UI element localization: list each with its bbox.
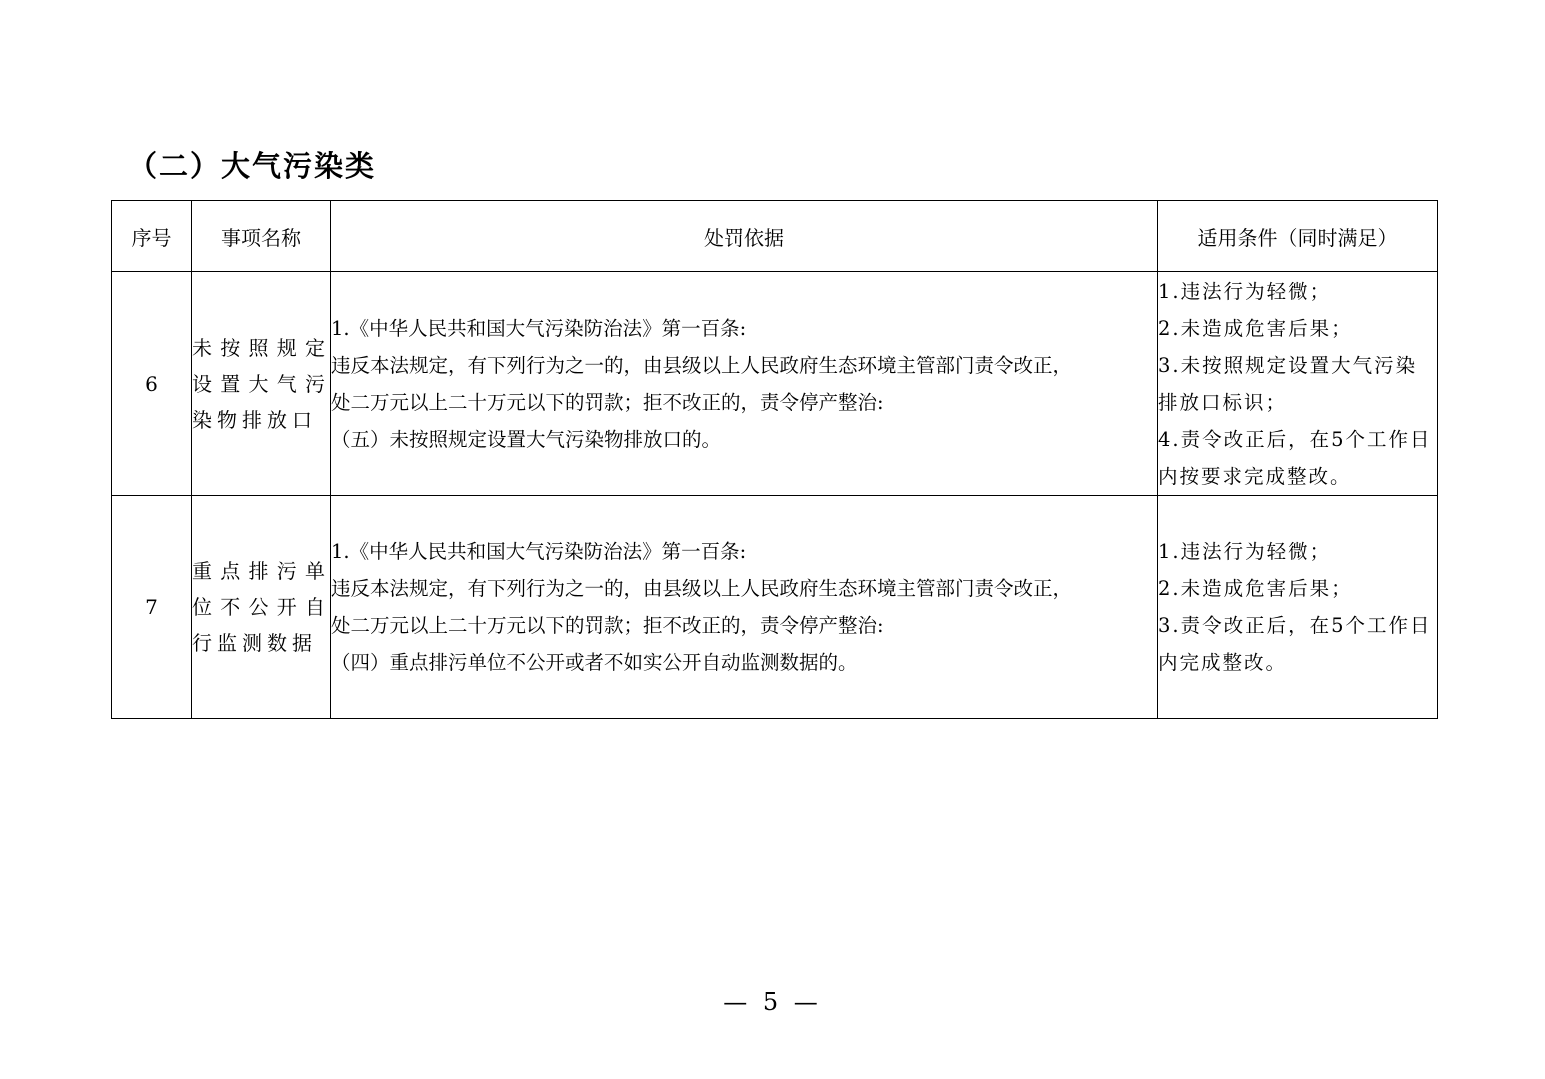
basis-line: 违反本法规定，有下列行为之一的，由县级以上人民政府生态环境主管部门责令改正， xyxy=(331,577,1073,600)
header-conditions: 适用条件（同时满足） xyxy=(1158,201,1438,272)
header-basis: 处罚依据 xyxy=(331,201,1158,272)
table-header-row xyxy=(112,201,1438,272)
table-row xyxy=(112,496,1438,719)
row-penalty-basis xyxy=(331,496,1158,719)
row-conditions xyxy=(1158,272,1438,496)
condition-line: 2.未造成危害后果； xyxy=(1158,577,1353,600)
condition-line: 3.责令改正后，在5个工作日内完成整改。 xyxy=(1158,614,1432,674)
condition-line: 3.未按照规定设置大气污染排放口标识； xyxy=(1158,353,1418,414)
row-item-name: 未按照规定设置大气污染物排放口 xyxy=(192,272,331,496)
basis-line: （四）重点排污单位不公开或者不如实公开自动监测数据的。 xyxy=(331,651,858,674)
section-title: （二）大气污染类 xyxy=(128,149,377,183)
basis-line: 1.《中华人民共和国大气污染防治法》第一百条: xyxy=(331,316,747,340)
header-name: 事项名称 xyxy=(192,201,331,272)
page-number: — 5 — xyxy=(723,988,822,1016)
condition-line: 2.未造成危害后果； xyxy=(1158,316,1353,340)
header-seq: 序号 xyxy=(112,201,192,272)
condition-line: 1.违法行为轻微； xyxy=(1158,279,1332,303)
basis-line: 1.《中华人民共和国大气污染防治法》第一百条: xyxy=(331,540,747,563)
basis-line: （五）未按照规定设置大气污染物排放口的。 xyxy=(331,427,722,451)
row-seq: 7 xyxy=(112,496,192,719)
basis-line: 违反本法规定，有下列行为之一的，由县级以上人民政府生态环境主管部门责令改正， xyxy=(331,353,1073,377)
basis-line: 处二万元以上二十万元以下的罚款；拒不改正的，责令停产整治: xyxy=(331,614,884,637)
condition-line: 4.责令改正后，在5个工作日内按要求完成整改。 xyxy=(1158,427,1432,488)
penalty-table xyxy=(111,200,1438,719)
row-conditions xyxy=(1158,496,1438,719)
row-seq: 6 xyxy=(112,272,192,496)
row-item-name: 重点排污单位不公开自行监测数据 xyxy=(192,496,331,719)
row-penalty-basis xyxy=(331,272,1158,496)
table-row xyxy=(112,272,1438,496)
basis-line: 处二万元以上二十万元以下的罚款；拒不改正的，责令停产整治: xyxy=(331,390,884,414)
condition-line: 1.违法行为轻微； xyxy=(1158,540,1332,563)
